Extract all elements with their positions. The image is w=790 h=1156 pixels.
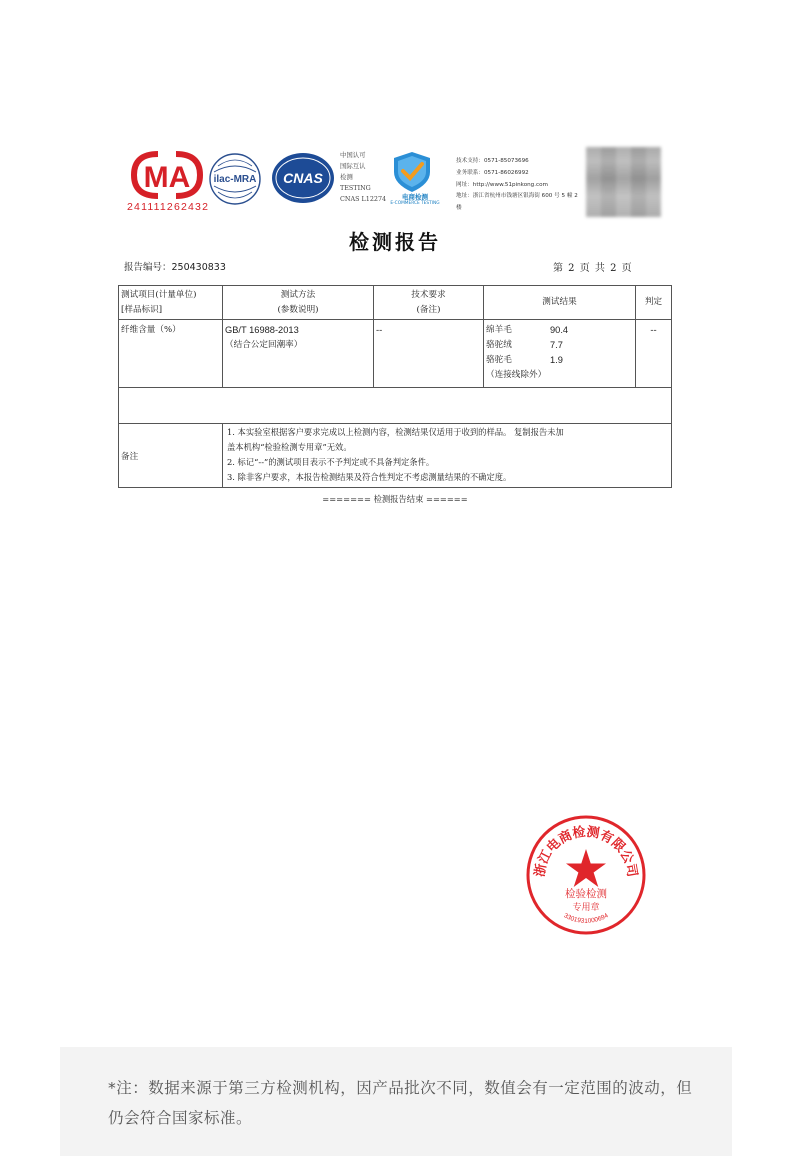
header-test-method: 测试方法 (参数说明) (223, 286, 374, 320)
ilac-mra-logo (208, 152, 262, 206)
cnas-info-line: TESTING (340, 184, 371, 192)
header-test-item: 测试项目(计量单位) [样品标识] (119, 286, 223, 320)
svg-text:浙江电商检测有限公司: 浙江电商检测有限公司 (532, 824, 640, 879)
notes-text (223, 424, 672, 488)
cnas-logo (270, 151, 336, 205)
results-note: （连接线除外） (486, 370, 547, 380)
page-info: 第 2 页 共 2 页 (553, 263, 632, 274)
website-link[interactable]: 网址：http://www.51pinkong.com (456, 181, 548, 188)
result-item: 骆驼绒 7.7 (486, 340, 563, 350)
svg-text:MA: MA (143, 161, 191, 194)
svg-text:ilac-MRA: ilac-MRA (213, 174, 257, 185)
header-requirement: 技术要求 (备注) (374, 286, 484, 320)
cma-logo (128, 150, 206, 200)
contact-info (456, 156, 584, 215)
tech-support-phone: 技术支持：0571-85073696 (456, 158, 529, 164)
svg-text:检验检测: 检验检测 (565, 888, 607, 900)
result-item: 骆驼毛 1.9 (486, 355, 563, 365)
note-line: 2. 标记“--”的测试项目表示不予判定或不具备判定条件。 (227, 457, 435, 467)
ecommerce-badge-cn: 电商检测 (402, 193, 428, 201)
footer-note: *注：数据来源于第三方检测机构，因产品批次不同，数值会有一定范围的波动，但仍会符合国家标准。 (108, 1079, 693, 1127)
cell-results (484, 320, 636, 388)
notes-label: 备注 (119, 424, 223, 488)
note-line: 盖本机构“检验检测专用章”无效。 (227, 442, 352, 452)
ecommerce-badge-en: E-COMMERCE TESTING (390, 201, 440, 206)
business-phone: 业务联系：0571-86026992 (456, 169, 529, 176)
notes-row (119, 424, 672, 488)
cell-verdict: -- (636, 320, 672, 388)
address: 地址：浙江省杭州市钱塘区银海街 600 号 5 幢 2 楼 (456, 193, 578, 212)
cnas-info-line: 中国认可 (340, 151, 366, 159)
table-row (119, 320, 672, 388)
cnas-info-line: 检测 (340, 173, 353, 181)
empty-cell (119, 388, 672, 424)
company-seal-stamp (524, 813, 648, 937)
empty-row (119, 388, 672, 424)
report-title: 检测报告 (349, 230, 441, 254)
footer-note-panel (60, 1047, 732, 1156)
method-note: （结合公定回潮率） (225, 340, 303, 350)
report-number: 报告编号：250430833 (124, 262, 226, 273)
svg-text:专用章: 专用章 (572, 903, 600, 913)
method-standard: GB/T 16988-2013 (225, 325, 299, 335)
cell-requirement: -- (374, 320, 484, 388)
note-line: 1. 本实验室根据客户要求完成以上检测内容，检测结果仅适用于收到的样品。 复制报告未加 (227, 427, 564, 437)
svg-text:CNAS: CNAS (283, 170, 323, 186)
note-line: 3. 除非客户要求，本报告检测结果及符合性判定不考虑测量结果的不确定度。 (227, 472, 512, 482)
result-item: 绵羊毛 90.4 (486, 325, 569, 335)
header-verdict: 判定 (636, 286, 672, 320)
header-result: 测试结果 (484, 286, 636, 320)
cell-test-method (223, 320, 374, 388)
cnas-info-line: 国际互认 (340, 162, 366, 170)
cma-certificate-number: 241111262432 (127, 201, 210, 213)
cnas-info-line: CNAS L12274 (340, 195, 387, 203)
cnas-accreditation-info (340, 150, 386, 205)
cell-test-item: 纤维含量（%） (119, 320, 223, 388)
table-header-row (119, 286, 672, 320)
test-results-table (118, 285, 672, 488)
svg-text:3301931000694: 3301931000694 (562, 912, 610, 925)
report-end-marker: ======= 检测报告结束 ====== (322, 494, 468, 504)
qr-code-blurred (586, 147, 661, 217)
